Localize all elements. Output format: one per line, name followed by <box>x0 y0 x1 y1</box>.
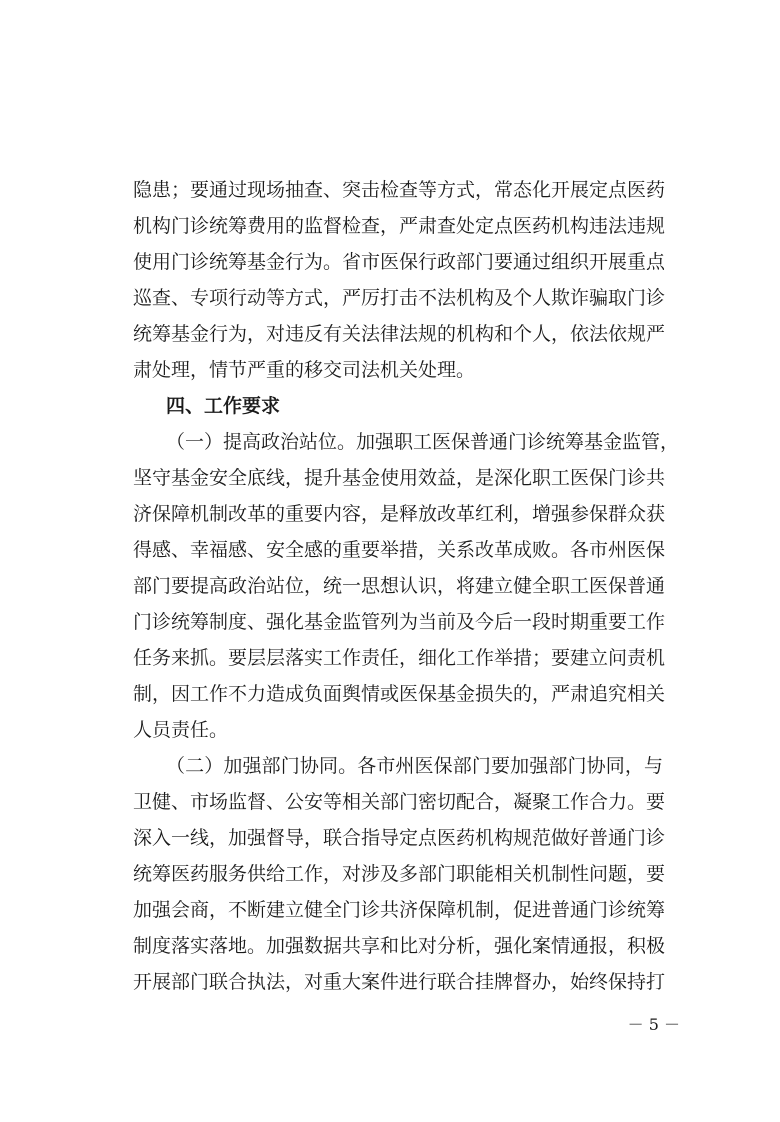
text-line: 任务来抓。要层层落实工作责任，细化工作举措；要建立问责机 <box>133 647 666 669</box>
text-line: 制度落实落地。加强数据共享和比对分析，强化案情通报，积极 <box>133 935 666 957</box>
text-line: 开展部门联合执法，对重大案件进行联合挂牌督办，始终保持打 <box>133 971 666 993</box>
section-heading: 四、工作要求 <box>166 395 281 417</box>
text-line: 统筹基金行为，对违反有关法律法规的机构和个人，依法依规严 <box>133 323 666 345</box>
paragraph-start-line: （二）加强部门协同。各市州医保部门要加强部门协同，与 <box>166 755 663 777</box>
text-line: 人员责任。 <box>133 719 229 741</box>
text-line: 卫健、市场监督、公安等相关部门密切配合，凝聚工作合力。要 <box>133 791 666 813</box>
text-line: 使用门诊统筹基金行为。省市医保行政部门要通过组织开展重点 <box>133 251 666 273</box>
text-line: 加强会商，不断建立健全门诊共济保障机制，促进普通门诊统筹 <box>133 899 666 921</box>
paragraph-start-line: （一）提高政治站位。加强职工医保普通门诊统筹基金监管， <box>166 431 680 453</box>
text-line: 巡查、专项行动等方式，严厉打击不法机构及个人欺诈骗取门诊 <box>133 287 666 309</box>
body-text <box>133 172 680 1000</box>
text-line: 制，因工作不力造成负面舆情或医保基金损失的，严肃追究相关 <box>133 683 666 705</box>
text-line: 部门要提高政治站位，统一思想认识，将建立健全职工医保普通 <box>133 575 666 597</box>
text-line: 坚守基金安全底线，提升基金使用效益，是深化职工医保门诊共 <box>133 467 666 489</box>
text-line: 统筹医药服务供给工作，对涉及多部门职能相关机制性问题，要 <box>133 863 666 885</box>
page-number: － 5 － <box>627 1015 680 1034</box>
text-line: 门诊统筹制度、强化基金监管列为当前及今后一段时期重要工作 <box>133 611 666 633</box>
text-line: 隐患；要通过现场抽查、突击检查等方式，常态化开展定点医药 <box>133 179 666 201</box>
text-line: 机构门诊统筹费用的监督检查，严肃查处定点医药机构违法违规 <box>133 215 666 237</box>
text-line: 济保障机制改革的重要内容，是释放改革红利，增强参保群众获 <box>133 503 666 525</box>
text-line: 得感、幸福感、安全感的重要举措，关系改革成败。各市州医保 <box>133 539 666 561</box>
text-line: 深入一线，加强督导，联合指导定点医药机构规范做好普通门诊 <box>133 827 666 849</box>
text-line: 肃处理，情节严重的移交司法机关处理。 <box>133 359 476 381</box>
